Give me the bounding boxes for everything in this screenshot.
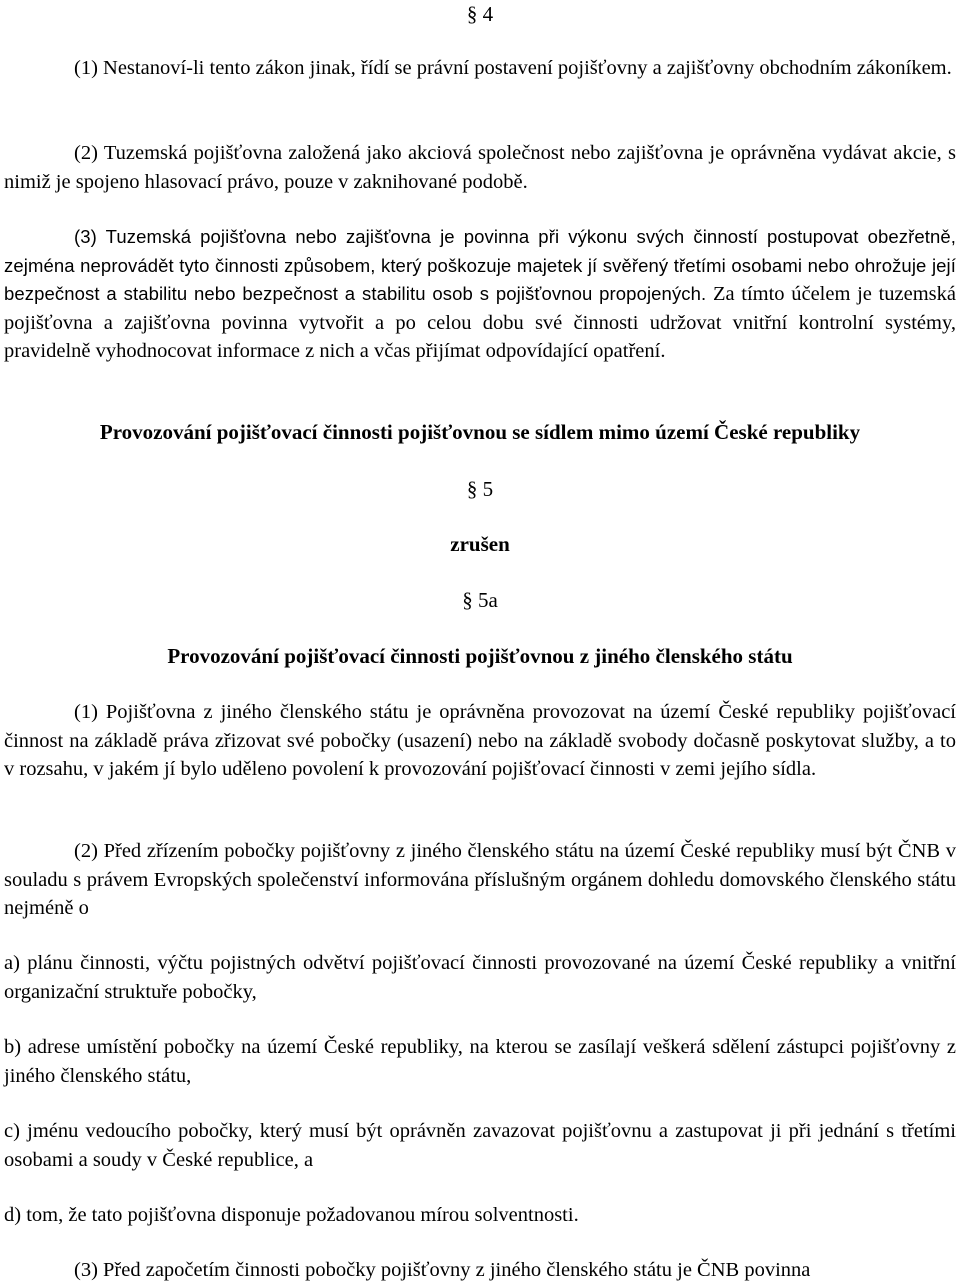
- section-4-paragraph-1: (1) Nestanoví-li tento zákon jinak, řídí se právní postavení pojišťovny a zajišťovny obchodním zákoníkem.: [74, 57, 952, 79]
- heading-other-member-state: Provozování pojišťovací činnosti pojišťovnou z jiného členského státu: [167, 644, 793, 668]
- section-5a-item-b: b) adrese umístění pobočky na území České republiky, na kterou se zasílají veškerá sdělení zástupci pojišťovny z jiného členského státu,: [4, 1036, 956, 1087]
- section-5a-sign: § 5a: [462, 588, 498, 612]
- section-4-paragraph-3-part-2: Za tímto účelem je tuzemská pojišťovna a zajišťovna povinna vytvořit a po celou dobu své činnosti udržovat vnitřní kontrolní systémy, pravidelně vyhodnocovat informace z nich a včas přijímat odpovídající opatření.: [4, 283, 956, 362]
- section-5a-paragraph-2: (2) Před zřízením pobočky pojišťovny z jiného členského státu na území České republiky musí být ČNB v souladu s právem Evropských společenství informována příslušným orgánem dohledu domovského členského státu nejméně o: [4, 840, 956, 919]
- section-4-sign: § 4: [466, 2, 494, 26]
- section-5a-paragraph-3: (3) Před započetím činnosti pobočky pojišťovny z jiného členského státu je ČNB povinna: [74, 1259, 811, 1281]
- section-4-paragraph-3: [4, 223, 956, 366]
- section-5a-paragraph-1: (1) Pojišťovna z jiného členského státu je oprávněna provozovat na území České republiky pojišťovací činnost na základě práva zřizovat své pobočky (usazení) nebo na základě svobody dočasně poskytovat služby, a to v rozsahu, v jakém jí bylo uděleno povolení k provozování pojišťovací činnosti v zemi jejího sídla.: [4, 701, 956, 780]
- section-4-paragraph-3-part-1: (3) Tuzemská pojišťovna nebo zajišťovna je povinna při výkonu svých činností postupovat obezřetně, zejména neprovádět tyto činnosti způsobem, který poškozuje majetek jí svěřený třetími osobami nebo ohrožuje její bezpečnost a stabilitu nebo bezpečnost a stabilitu osob s pojišťovnou propojených.: [4, 226, 956, 304]
- section-5-sign: § 5: [466, 477, 494, 501]
- section-5-status: zrušen: [450, 532, 510, 556]
- section-5a-item-d: d) tom, že tato pojišťovna disponuje požadovanou mírou solventnosti.: [4, 1204, 579, 1226]
- section-5a-item-a: a) plánu činnosti, výčtu pojistných odvětví pojišťovací činnosti provozované na území České republiky a vnitřní organizační struktuře pobočky,: [4, 952, 956, 1003]
- section-4-paragraph-2: (2) Tuzemská pojišťovna založená jako akciová společnost nebo zajišťovna je oprávněna vydávat akcie, s nimiž je spojeno hlasovací právo, pouze v zaknihované podobě.: [4, 142, 956, 193]
- section-5a-item-c: c) jménu vedoucího pobočky, který musí být oprávněn zavazovat pojišťovnu a zastupovat ji při jednání s třetími osobami a soudy v České republice, a: [4, 1120, 956, 1171]
- heading-outside-czech-republic: Provozování pojišťovací činnosti pojišťovnou se sídlem mimo území České republiky: [99, 420, 861, 444]
